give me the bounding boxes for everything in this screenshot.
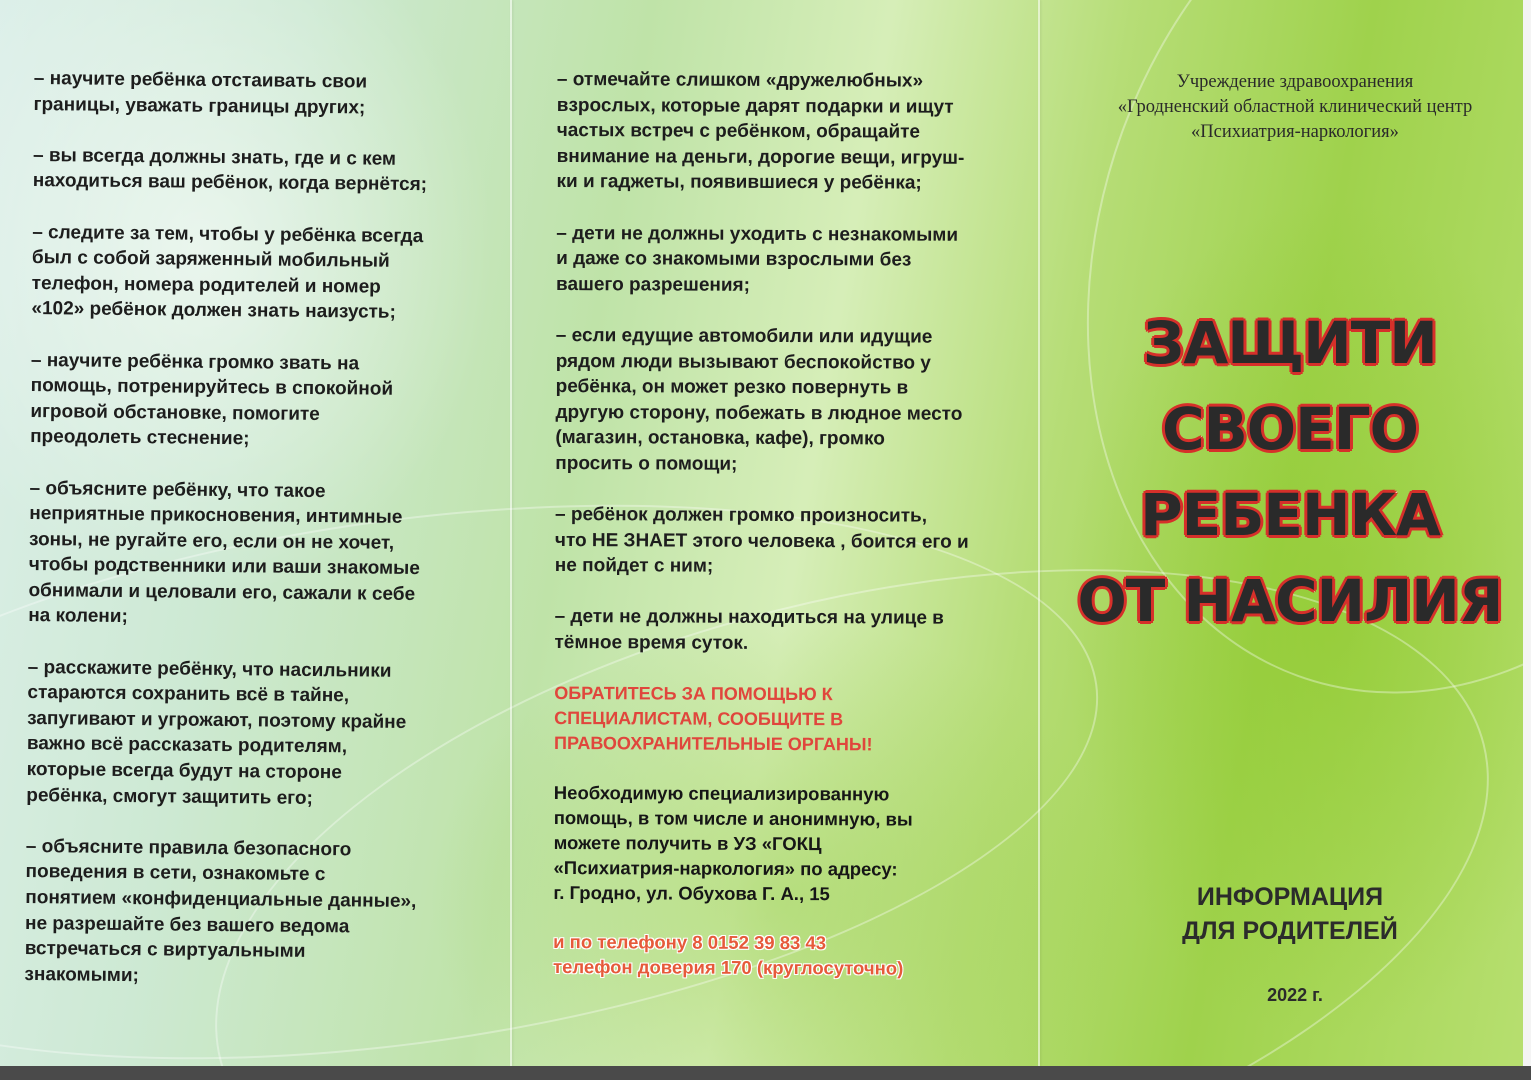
cover-title bbox=[1070, 300, 1510, 644]
advice-item: – объясните ребёнку, что такое неприятные прикосновения, интимные зоны, не ругайте его, если он не хочет, чтобы родственники или ваши знакомые обнимали и целовали его, сажали к себе на колени; bbox=[28, 477, 420, 628]
title-line: РЕБЕНКА bbox=[1140, 481, 1440, 549]
advice-item: – отмечайте слишком «дружелюбных» взрослых, которые дарят подарки и ищут частых встреч с ребёнком, обращайте внимание на деньги, дорогие вещи, игруш- ки и гаджеты, появившиеся у ребёнка; bbox=[556, 68, 965, 194]
info-line: ИНФОРМАЦИЯ bbox=[1196, 883, 1384, 911]
left-panel-advice bbox=[24, 66, 490, 1018]
sheet-edge bbox=[1523, 0, 1531, 1066]
organization-header bbox=[1080, 70, 1510, 145]
middle-panel-advice bbox=[553, 67, 1022, 981]
advice-item: – если едущие автомобили или идущие рядом люди вызывают беспокойство у ребёнка, он может резко повернуть в другую сторону, побежать в людное место (магазин, остановка, кафе), громко просить о помощи; bbox=[555, 324, 963, 475]
publication-year: 2022 г. bbox=[1267, 985, 1323, 1005]
advice-item: – дети не должны уходить с незнакомыми и даже со знакомыми взрослыми без вашего разрешения; bbox=[556, 222, 959, 296]
help-alert: ОБРАТИТЕСЬ ЗА ПОМОЩЬЮ К СПЕЦИАЛИСТАМ, СООБЩИТЕ В ПРАВООХРАНИТЕЛЬНЫЕ ОРГАНЫ! bbox=[554, 683, 873, 755]
title-line: ОТ НАСИЛИЯ bbox=[1077, 567, 1503, 635]
advice-item: – научите ребёнка отстаивать свои границы, уважать границы других; bbox=[33, 67, 368, 119]
contact-address: Необходимую специализированную помощь, в том числе и анонимную, вы можете получить в УЗ «ГОКЦ «Психиатрия-наркология» по адресу: г. Гродно, ул. Обухова Г. А., 15 bbox=[553, 782, 913, 905]
org-line: «Гродненский областной клинический центр bbox=[1117, 97, 1473, 117]
title-line: ЗАЩИТИ bbox=[1143, 309, 1437, 377]
advice-item: – ребёнок должен громко произносить, что НЕ ЗНАЕТ этого человека , боится его и не пойдет с ним; bbox=[554, 504, 969, 577]
advice-item: – следите за тем, чтобы у ребёнка всегда был с собой заряженный мобильный телефон, номера родителей и номер «102» ребёнок должен знать наизусть; bbox=[31, 221, 424, 324]
org-line: «Психиатрия-наркология» bbox=[1191, 122, 1399, 142]
advice-item: – дети не должны находиться на улице в тёмное время суток. bbox=[554, 606, 944, 654]
panel-fold-1 bbox=[510, 0, 512, 1066]
scan-bottom-border bbox=[0, 1066, 1531, 1080]
contact-phones: и по телефону 8 0152 39 83 43 телефон доверия 170 (круглосуточно) bbox=[553, 931, 904, 979]
org-line: Учреждение здравоохранения bbox=[1176, 72, 1414, 92]
advice-item: – расскажите ребёнку, что насильники стараются сохранить всё в тайне, запугивают и угрожают, поэтому крайне важно всё рассказать родителям, которые всегда будут на стороне ребёнка, смогут защитить его; bbox=[26, 656, 407, 809]
panel-fold-2 bbox=[1038, 0, 1040, 1066]
advice-item: – вы всегда должны знать, где и с кем находиться ваш ребёнок, когда вернётся; bbox=[32, 144, 428, 196]
advice-item: – объясните правила безопасного поведения в сети, ознакомьте с понятием «конфиденциальные данные», не разрешайте без вашего ведома встречаться с виртуальными знакомыми; bbox=[24, 835, 417, 986]
audience-label bbox=[1140, 880, 1440, 948]
info-line: ДЛЯ РОДИТЕЛЕЙ bbox=[1182, 917, 1398, 945]
advice-item: – научите ребёнка громко звать на помощь, потренируйтесь в спокойной игровой обстановке, помогите преодолеть стеснение; bbox=[30, 349, 394, 450]
title-line: СВОЕГО bbox=[1162, 395, 1418, 463]
